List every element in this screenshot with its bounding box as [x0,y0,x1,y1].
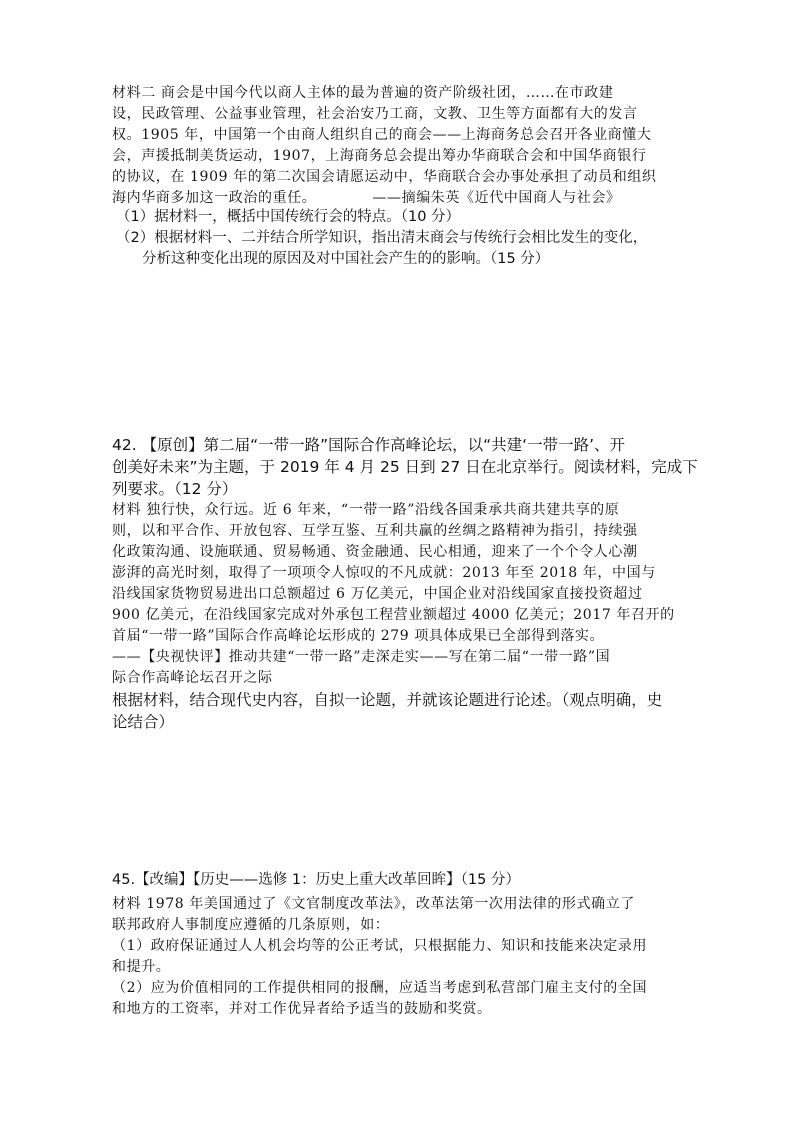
question-42-intro [112,434,698,500]
question-42-material-line: 化政策沟通、设施联通、贸易畅通、资金融通、民心相通，迎来了一个个令人心潮 [112,544,638,560]
question-45-line: 联邦政府人事制度应遵循的几条原则，如： [112,917,390,933]
question-41-sub1: （1）据材料一，概括中国传统行会的特点。（10 分） [116,209,461,225]
question-41-sub2: （2）根据材料一、二并结合所学知识，指出清末商会与传统行会相比发生的变化， [116,230,648,246]
question-45-line: （1）政府保证通过人人机会均等的公正考试，只根据能力、知识和技能来决定录用 [112,938,648,954]
material-two-line: 设，民政管理、公益事业管理，社会治安乃工商，文教、卫生等方面都有大的发言 [112,106,638,122]
question-45-material [112,894,692,1020]
question-45-line: 和地方的工资率，并对工作优异者给予适当的鼓励和奖赏。 [112,1001,492,1017]
material-two-line: 会，声援抵制美货运动，1907，上海商务总会提出筹办华商联合会和中国华商银行 [112,148,647,164]
question-42-material-line: 材料 独行快，众行远。近 6 年来，“一带一路”沿线各国秉承共商共建共享的原 [112,502,620,518]
material-two [112,83,692,209]
question-45-title: 45.【改编】【历史——选修 1：历史上重大改革回眸】（15 分） [112,872,520,888]
question-42-material [112,500,692,689]
material-two-line: 材料二 商会是中国今代以商人主体的最为普遍的资产阶级社团，……在市政建 [112,85,614,101]
question-41-subquestions [112,207,692,270]
material-two-line: 权。1905 年，中国第一个由商人组织自己的商会——上海商务总会召开各业商懂大 [112,127,652,143]
question-45-header [112,870,692,891]
material-two-last-line [112,188,692,209]
material-two-line: 海内华商多加这一政治的重任。 [112,190,317,206]
question-42-intro-line: 列要求。（12 分） [112,480,238,498]
material-two-line: 的协议，在 1909 年的第二次国会请愿运动中，华商联合会办事处承担了动员和组织 [112,169,657,185]
question-45-line: 材料 1978 年美国通过了《文官制度改革法》，改革法第一次用法律的形式确立了 [112,896,635,912]
question-42-task-line: 论结合） [112,713,175,731]
question-42-material-line: 澎湃的高光时刻，取得了一项项令人惊叹的不凡成就：2013 年至 2018 年，中国与 [112,565,656,581]
question-42-material-line: 首届“一带一路”国际合作高峰论坛形成的 279 项具体成果已全部得到落实。 [112,628,605,644]
question-42-intro-line: 创美好未来”为主题，于 2019 年 4 月 25 日到 27 日在北京举行。阅读材料，完成下 [112,458,698,476]
material-two-source: ——摘编朱英《近代中国商人与社会》 [372,190,621,206]
question-42-material-line: 则，以和平合作、开放包容、互学互鉴、互利共赢的丝绸之路精神为指引，持续强 [112,523,638,539]
question-42-intro-line: 42. 【原创】第二届“一带一路”国际合作高峰论坛，以“共建‘一带一路’、开 [112,436,626,454]
question-42-material-line: 900 亿美元，在沿线国家完成对外承包工程营业额超过 4000 亿美元；2017 年召开的 [112,607,675,623]
question-41-sub2-cont: 分析这种变化出现的原因及对中国社会产生的的影响。（15 分） [142,251,550,267]
question-45-line: （2）应为价值相同的工作提供相同的报酬，应适当考虑到私营部门雇主支付的全国 [112,980,648,996]
question-42-source: 际合作高峰论坛召开之际 [112,670,273,686]
question-45-line: 和提升。 [112,959,171,975]
question-42-task-line: 根据材料，结合现代史内容，自拟一论题，并就该论题进行论述。（观点明确，史 [112,691,663,709]
question-42-source: ——【央视快评】推动共建“一带一路”走深走实——写在第二届“一带一路”国 [112,649,611,665]
question-42-task [112,689,692,733]
question-42-material-line: 沿线国家货物贸易进出口总额超过 6 万亿美元，中国企业对沿线国家直接投资超过 [112,586,643,602]
